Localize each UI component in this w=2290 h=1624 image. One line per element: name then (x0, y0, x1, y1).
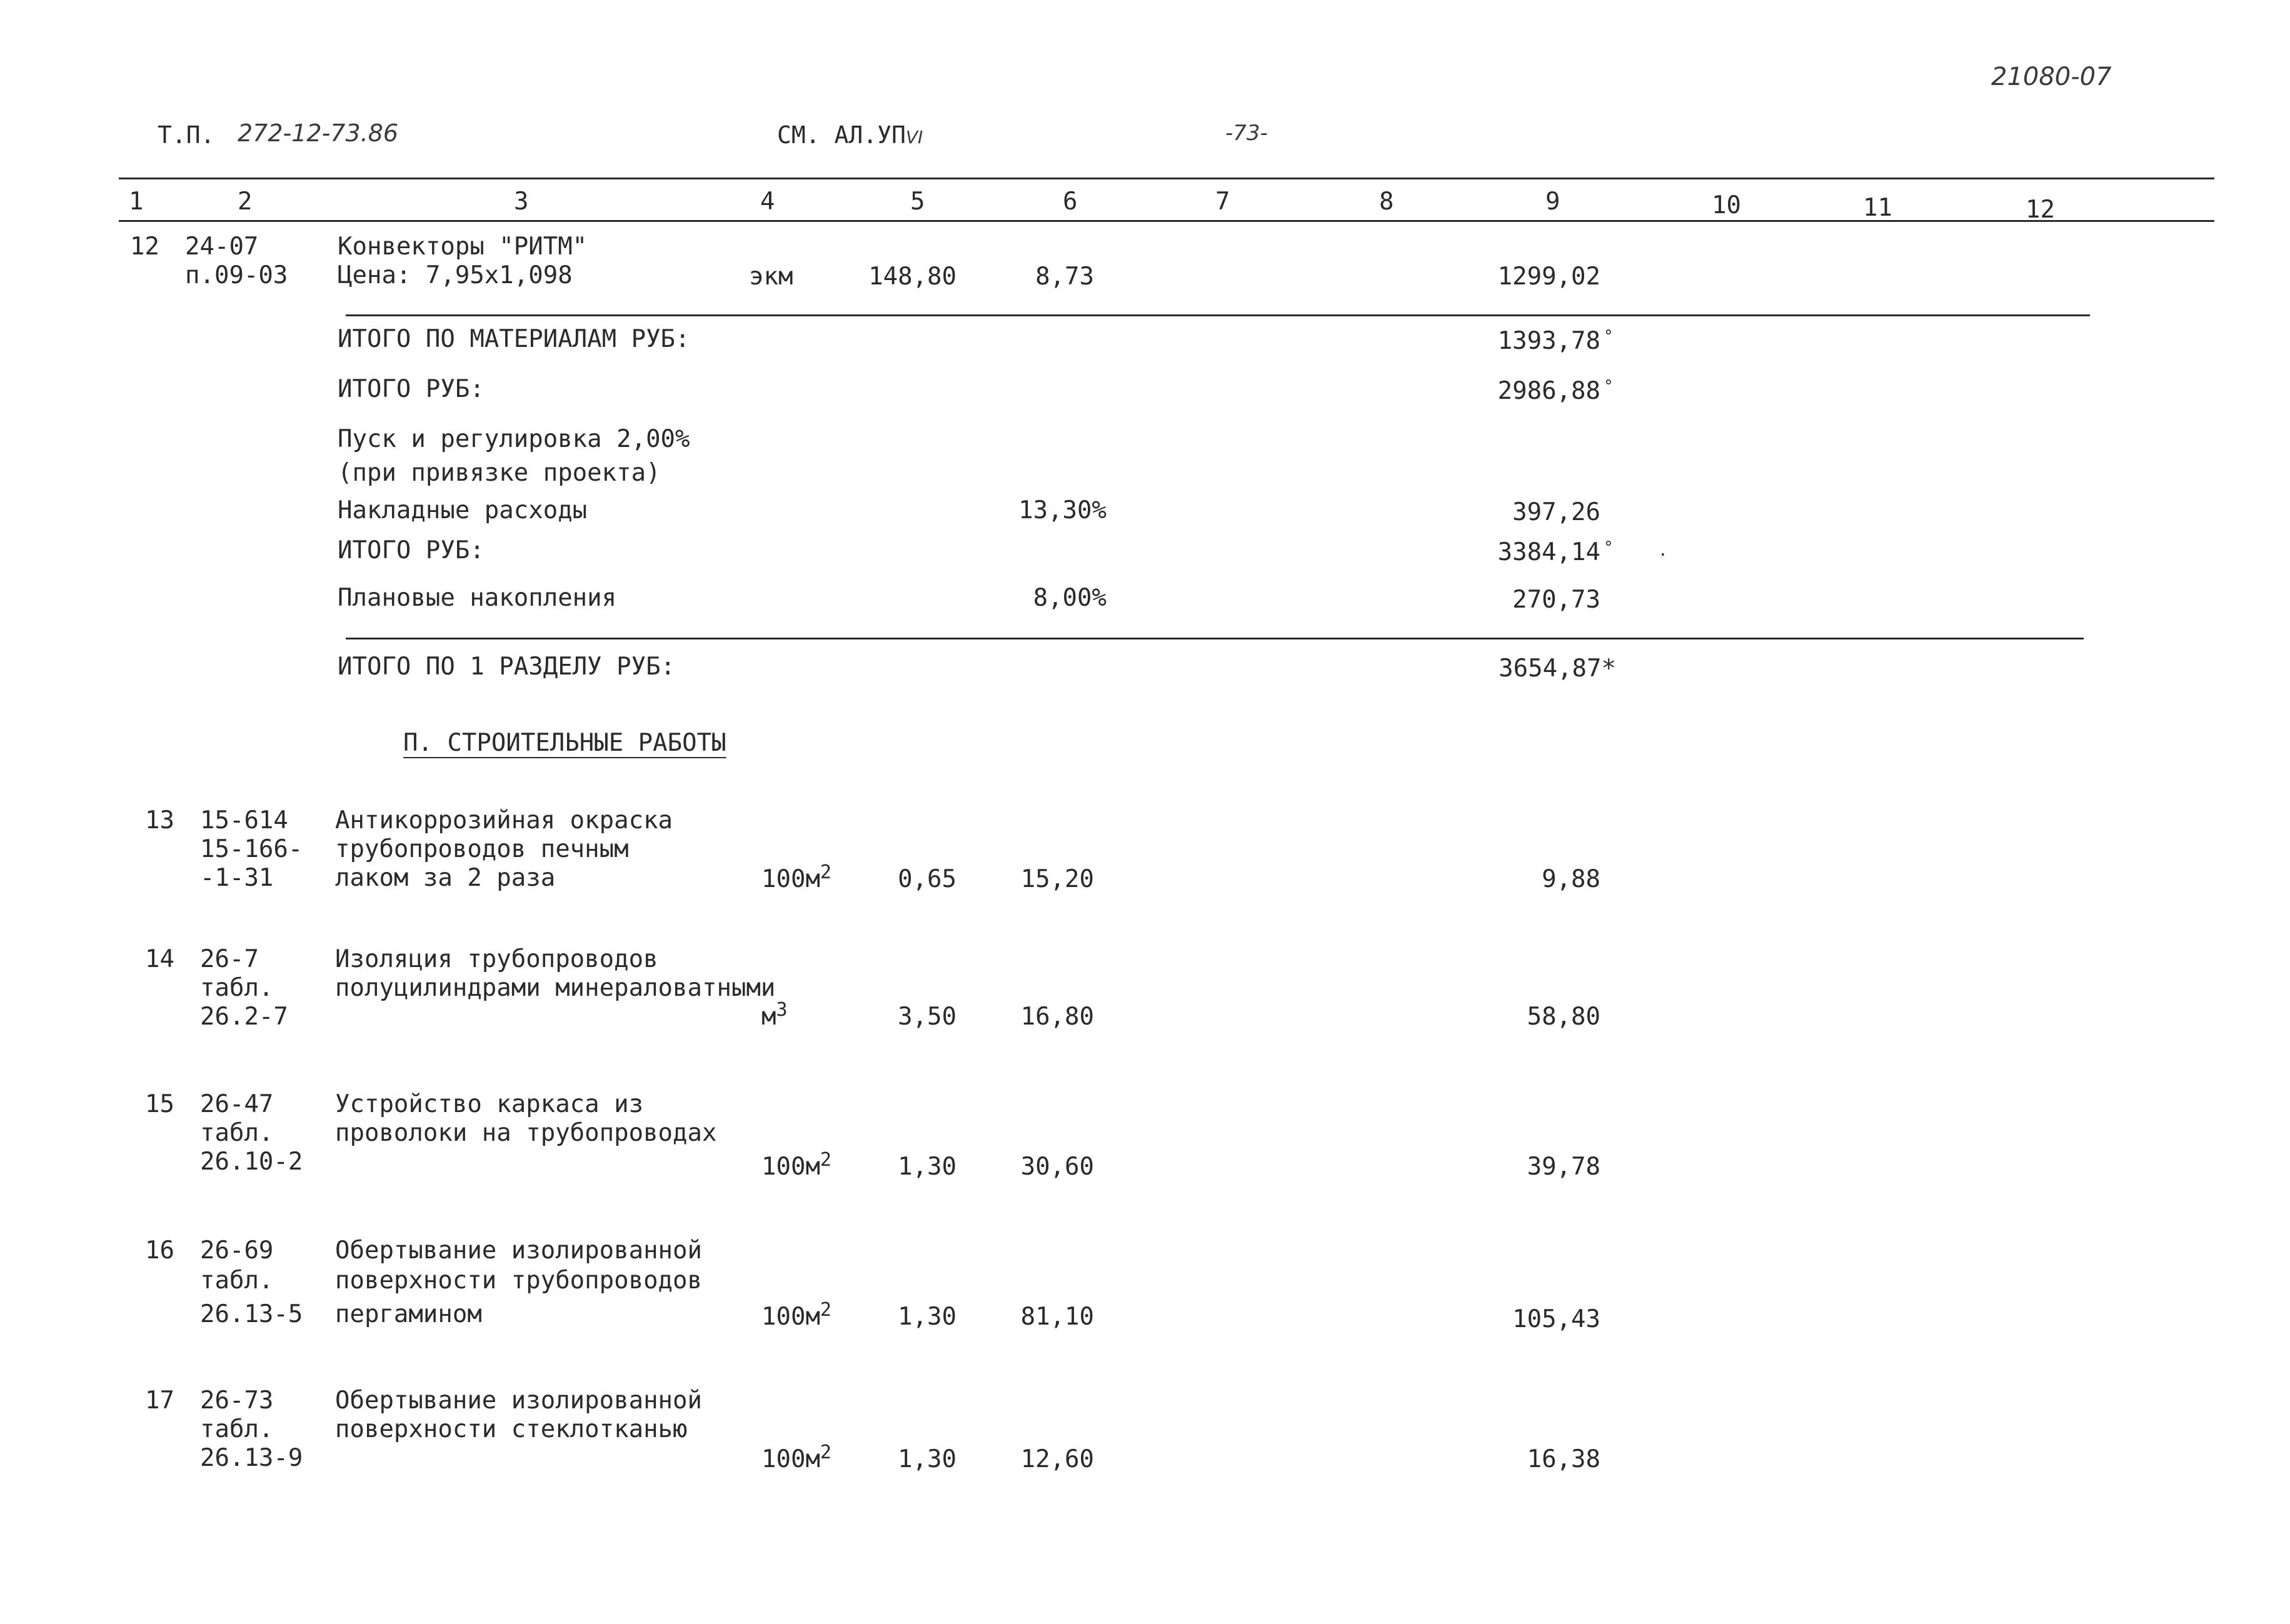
unit-exponent: 2 (820, 1299, 831, 1321)
total-cell: 16,38 (1527, 1445, 1600, 1473)
item-description: Антикоррозийная окраска (335, 806, 673, 835)
rate-code: 26.13-9 (200, 1444, 303, 1472)
section-total-rule (346, 638, 2084, 639)
unit-text: 100м (761, 865, 820, 893)
rate-code: 26.13-5 (200, 1300, 303, 1328)
unit-exponent: 2 (820, 1149, 831, 1171)
item-description: лаком за 2 раза (335, 864, 556, 892)
item-description: Конвекторы "РИТМ" (338, 233, 588, 261)
quantity-cell: 3,50 (898, 1003, 957, 1031)
unit-exponent: 2 (820, 861, 831, 883)
total-value: 2986,88 (1497, 377, 1600, 405)
column-number: 12 (2026, 196, 2055, 224)
unit-cell (761, 999, 788, 1033)
header-top-rule (119, 178, 2214, 179)
planned-savings-value: 270,73 (1512, 586, 1600, 614)
page-number: -73- (1225, 121, 1268, 146)
materials-total-value: 1393,78 (1497, 327, 1600, 355)
rate-code: табл. (200, 1119, 274, 1147)
project-prefix: Т.П. (158, 121, 215, 149)
unit-exponent: 3 (776, 999, 788, 1021)
unit-exponent: 2 (820, 1441, 831, 1463)
item-description: полуцилиндрами минераловатными (335, 974, 776, 1002)
total-label: ИТОГО РУБ: (338, 536, 485, 564)
unit-cell (761, 1441, 831, 1476)
check-mark: ° (1604, 327, 1614, 346)
rate-code: 24-07 (185, 233, 259, 261)
column-number: 1 (129, 188, 144, 216)
rate-code: табл. (200, 1266, 274, 1295)
row-number: 14 (145, 945, 174, 973)
rate-code: 26.2-7 (200, 1003, 288, 1031)
estimate-mark: VI (905, 127, 923, 148)
planned-savings-rate: 8,00% (1033, 584, 1107, 612)
item-description: трубопроводов печным (335, 835, 629, 863)
materials-total-label: ИТОГО ПО МАТЕРИАЛАМ РУБ: (338, 325, 690, 353)
item-description: поверхности стеклотканью (335, 1415, 688, 1443)
section-heading: П. СТРОИТЕЛЬНЫЕ РАБОТЫ (403, 729, 726, 757)
unit-cell (761, 1299, 831, 1333)
unit-text: 100м (761, 1445, 820, 1473)
total-cell: 58,80 (1527, 1003, 1600, 1031)
item-description: Изоляция трубопроводов (335, 945, 658, 973)
row-number: 13 (145, 806, 174, 835)
row-number: 15 (145, 1090, 174, 1118)
unit-price-cell: 81,10 (1020, 1303, 1094, 1331)
item-description: Обертывание изолированной (335, 1386, 702, 1415)
overhead-label: Накладные расходы (338, 496, 588, 524)
row-number: 12 (130, 233, 159, 261)
item-description: Устройство каркаса из (335, 1090, 644, 1118)
startup-adjustment-label: Пуск и регулировка 2,00% (338, 425, 690, 453)
unit-price-cell: 16,80 (1020, 1003, 1094, 1031)
unit-price-cell: 15,20 (1020, 865, 1094, 893)
column-number: 11 (1863, 194, 1892, 222)
item-description: Обертывание изолированной (335, 1236, 702, 1265)
check-mark: ° (1604, 377, 1614, 396)
column-number: 3 (514, 188, 529, 216)
rate-code: -1-31 (200, 864, 274, 892)
row-number: 17 (145, 1386, 174, 1415)
unit-text: 100м (761, 1153, 820, 1181)
unit-price-cell: 8,73 (1035, 263, 1094, 291)
quantity-cell: 1,30 (898, 1445, 957, 1473)
unit-price-cell: 30,60 (1020, 1153, 1094, 1181)
total-cell: 39,78 (1527, 1153, 1600, 1181)
total-value: 3384,14 (1497, 538, 1600, 566)
item-description: Цена: 7,95х1,098 (338, 261, 573, 289)
item-description: проволоки на трубопроводах (335, 1119, 717, 1147)
column-number: 10 (1712, 191, 1741, 219)
column-number: 9 (1545, 188, 1560, 216)
rate-code: 26.10-2 (200, 1148, 303, 1176)
unit-text: 100м (761, 1303, 820, 1331)
unit-cell: экм (749, 263, 793, 291)
unit-text: м (761, 1003, 776, 1031)
column-number: 5 (910, 188, 925, 216)
overhead-value: 397,26 (1512, 498, 1600, 526)
column-number: 4 (760, 188, 775, 216)
check-mark: ° (1604, 538, 1614, 557)
overhead-rate: 13,30% (1018, 496, 1107, 524)
estimate-ref-text: СМ. АЛ.УП (777, 121, 906, 149)
rate-code: 26-73 (200, 1386, 274, 1415)
total-cell: 9,88 (1542, 865, 1600, 893)
rate-code: 26-7 (200, 945, 259, 973)
column-number: 7 (1215, 188, 1230, 216)
total-cell: 1299,02 (1497, 263, 1600, 291)
quantity-cell: 148,80 (868, 263, 957, 291)
project-code: 272-12-73.86 (238, 119, 399, 147)
planned-savings-label: Плановые накопления (338, 584, 617, 612)
total-cell: 105,43 (1512, 1305, 1600, 1333)
estimate-reference (777, 121, 923, 152)
item-description: поверхности трубопроводов (335, 1266, 702, 1295)
unit-cell (761, 1149, 831, 1183)
startup-adjustment-note: (при привязке проекта) (338, 459, 661, 487)
column-number: 2 (238, 188, 253, 216)
rate-code: 26-69 (200, 1236, 274, 1265)
quantity-cell: 1,30 (898, 1153, 957, 1181)
quantity-cell: 1,30 (898, 1303, 957, 1331)
stray-dot: · (1658, 546, 1668, 564)
quantity-cell: 0,65 (898, 865, 957, 893)
section-total-label: ИТОГО ПО 1 РАЗДЕЛУ РУБ: (338, 653, 676, 681)
rate-code: п.09-03 (185, 261, 288, 289)
subtotal-rule (346, 314, 2090, 316)
row-number: 16 (145, 1236, 174, 1265)
column-number: 6 (1063, 188, 1078, 216)
rate-code: 26-47 (200, 1090, 274, 1118)
rate-code: 15-166- (200, 835, 303, 863)
section-total-value: 3654,87* (1499, 654, 1616, 683)
archive-stamp-number: 21080-07 (1991, 63, 2112, 91)
rate-code: табл. (200, 974, 274, 1002)
unit-cell (761, 861, 831, 896)
column-number: 8 (1379, 188, 1394, 216)
item-description: пергамином (335, 1300, 482, 1328)
header-bottom-rule (119, 220, 2214, 222)
rate-code: 15-614 (200, 806, 288, 835)
rate-code: табл. (200, 1415, 274, 1443)
total-label: ИТОГО РУБ: (338, 375, 485, 403)
unit-price-cell: 12,60 (1020, 1445, 1094, 1473)
